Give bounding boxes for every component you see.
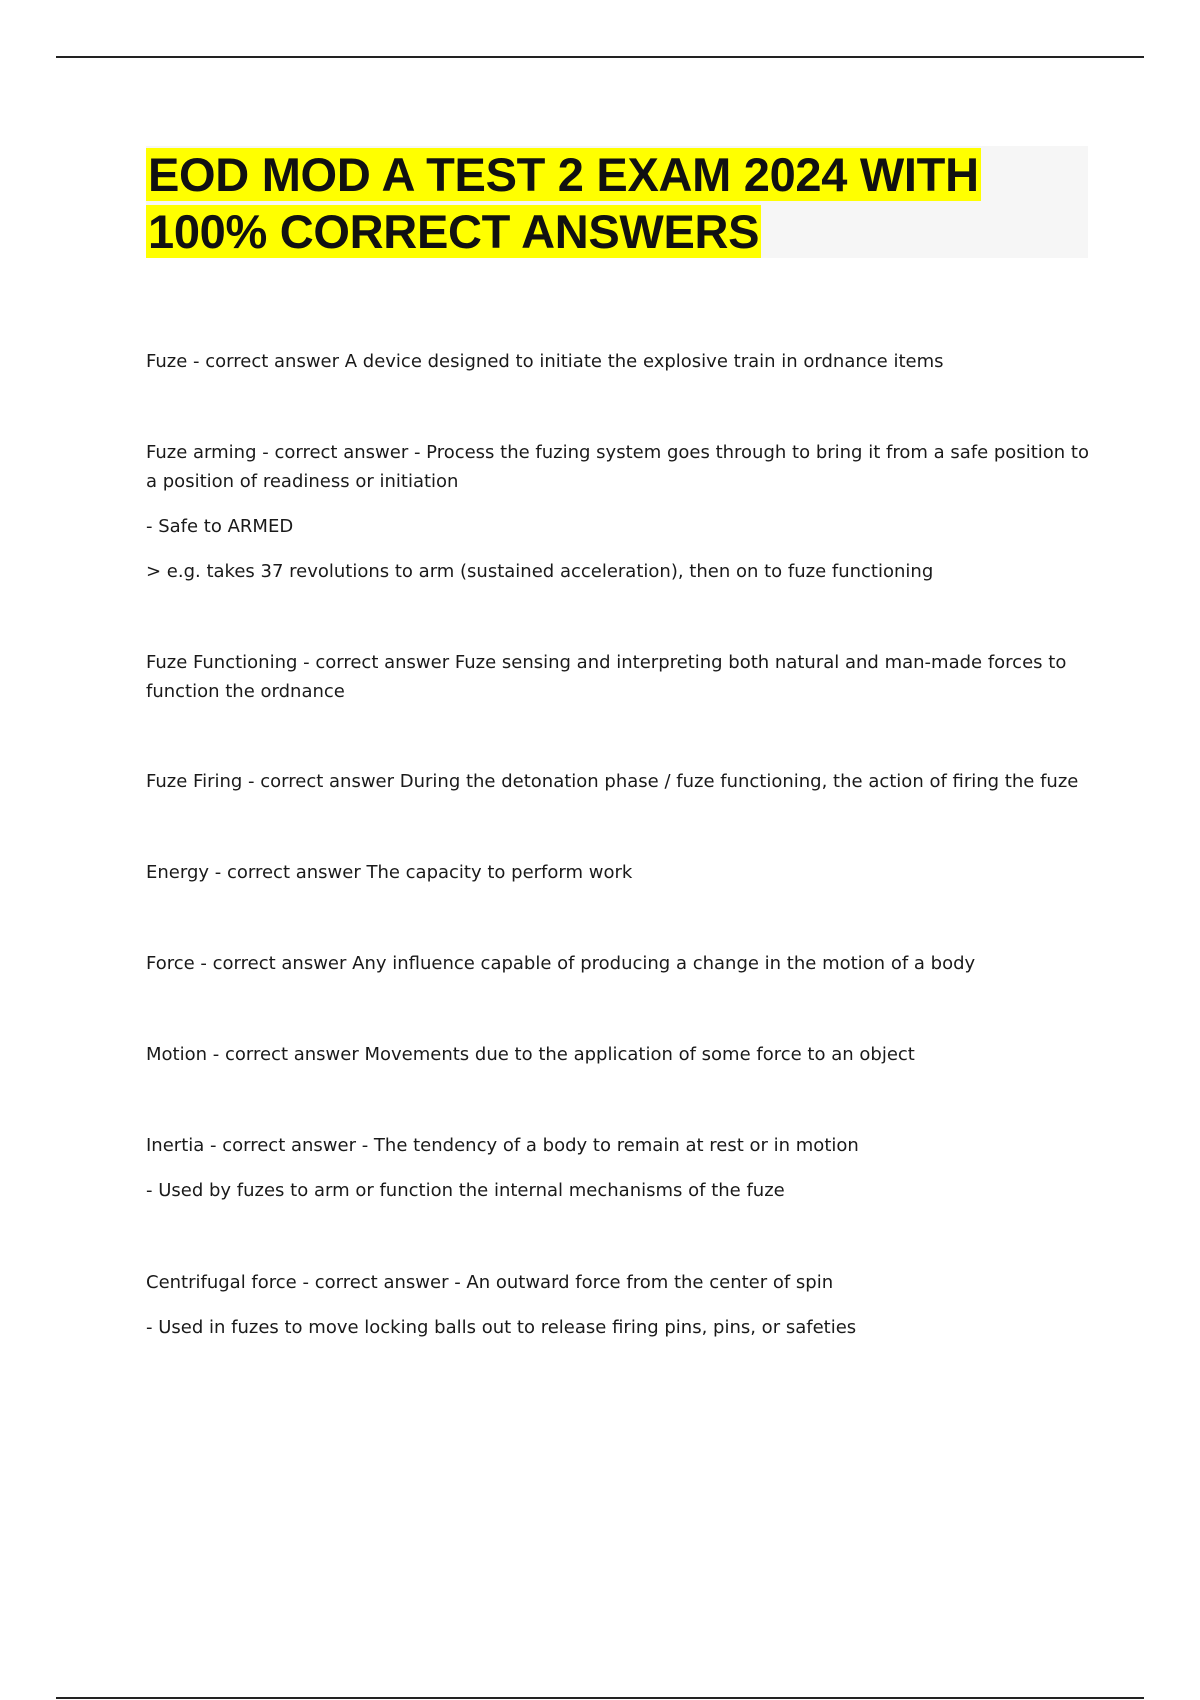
document-title: [146, 146, 1088, 260]
correct-answer-marker: - correct answer: [204, 1135, 362, 1156]
correct-answer-marker: - correct answer: [209, 862, 367, 883]
qa-entry-motion: [146, 1040, 1092, 1069]
qa-entry-fuze-functioning: [146, 648, 1092, 706]
term: Force: [146, 953, 195, 974]
top-rule: [56, 56, 1144, 58]
qa-line: [146, 767, 1092, 796]
definition: The capacity to perform work: [366, 862, 633, 883]
definition: - Process the fuzing system goes through to bring it from a safe position to a position of readiness or initiation: [146, 442, 1089, 492]
definition-extra: - Used in fuzes to move locking balls out to release firing pins, pins, or safeties: [146, 1317, 857, 1338]
bottom-rule: [56, 1697, 1144, 1699]
term: Fuze arming: [146, 442, 257, 463]
title-band: [146, 146, 1088, 258]
correct-answer-marker: - correct answer: [242, 771, 400, 792]
qa-entry-fuze-firing: [146, 767, 1092, 796]
definition-extra: - Used by fuzes to arm or function the internal mechanisms of the fuze: [146, 1180, 785, 1201]
qa-line: [146, 648, 1092, 706]
qa-entry-force: [146, 949, 1092, 978]
term: Centrifugal force: [146, 1272, 297, 1293]
correct-answer-marker: - correct answer: [187, 351, 345, 372]
term: Motion: [146, 1044, 208, 1065]
definition-extra: - Safe to ARMED: [146, 516, 294, 537]
qa-line: [146, 1131, 1092, 1160]
qa-line: [146, 949, 1092, 978]
definition: - An outward force from the center of spin: [454, 1272, 834, 1293]
qa-entry-energy: [146, 858, 1092, 887]
qa-entry-inertia: [146, 1131, 1092, 1205]
term: Fuze Functioning: [146, 652, 298, 673]
definition: A device designed to initiate the explosive train in ordnance items: [344, 351, 944, 372]
title-highlight: EOD MOD A TEST 2 EXAM 2024 WITH 100% CORRECT ANSWERS: [148, 148, 979, 258]
correct-answer-marker: - correct answer: [207, 1044, 365, 1065]
correct-answer-marker: - correct answer: [297, 652, 455, 673]
definition-extra: > e.g. takes 37 revolutions to arm (sustained acceleration), then on to fuze functioning: [146, 561, 934, 582]
qa-line: [146, 1040, 1092, 1069]
qa-line: [146, 347, 1092, 376]
qa-line: [146, 438, 1092, 496]
qa-line: [146, 858, 1092, 887]
qa-entry-fuze-arming: [146, 438, 1092, 586]
definition: Fuze sensing and interpreting both natural and man-made forces to function the ordnance: [146, 652, 1067, 702]
term: Energy: [146, 862, 210, 883]
definition: Any influence capable of producing a change in the motion of a body: [352, 953, 976, 974]
correct-answer-marker: - correct answer: [256, 442, 414, 463]
definition: - The tendency of a body to remain at rest or in motion: [361, 1135, 859, 1156]
qa-entry-centrifugal-force: [146, 1268, 1092, 1342]
correct-answer-marker: - correct answer: [194, 953, 353, 974]
term: Inertia: [146, 1135, 205, 1156]
qa-entry-fuze: [146, 347, 1092, 376]
term: Fuze Firing: [146, 771, 243, 792]
correct-answer-marker: - correct answer: [296, 1272, 455, 1293]
definition: During the detonation phase / fuze functioning, the action of firing the fuze: [399, 771, 1079, 792]
definition: Movements due to the application of some force to an object: [364, 1044, 915, 1065]
qa-line: [146, 1268, 1092, 1297]
term: Fuze: [146, 351, 188, 372]
